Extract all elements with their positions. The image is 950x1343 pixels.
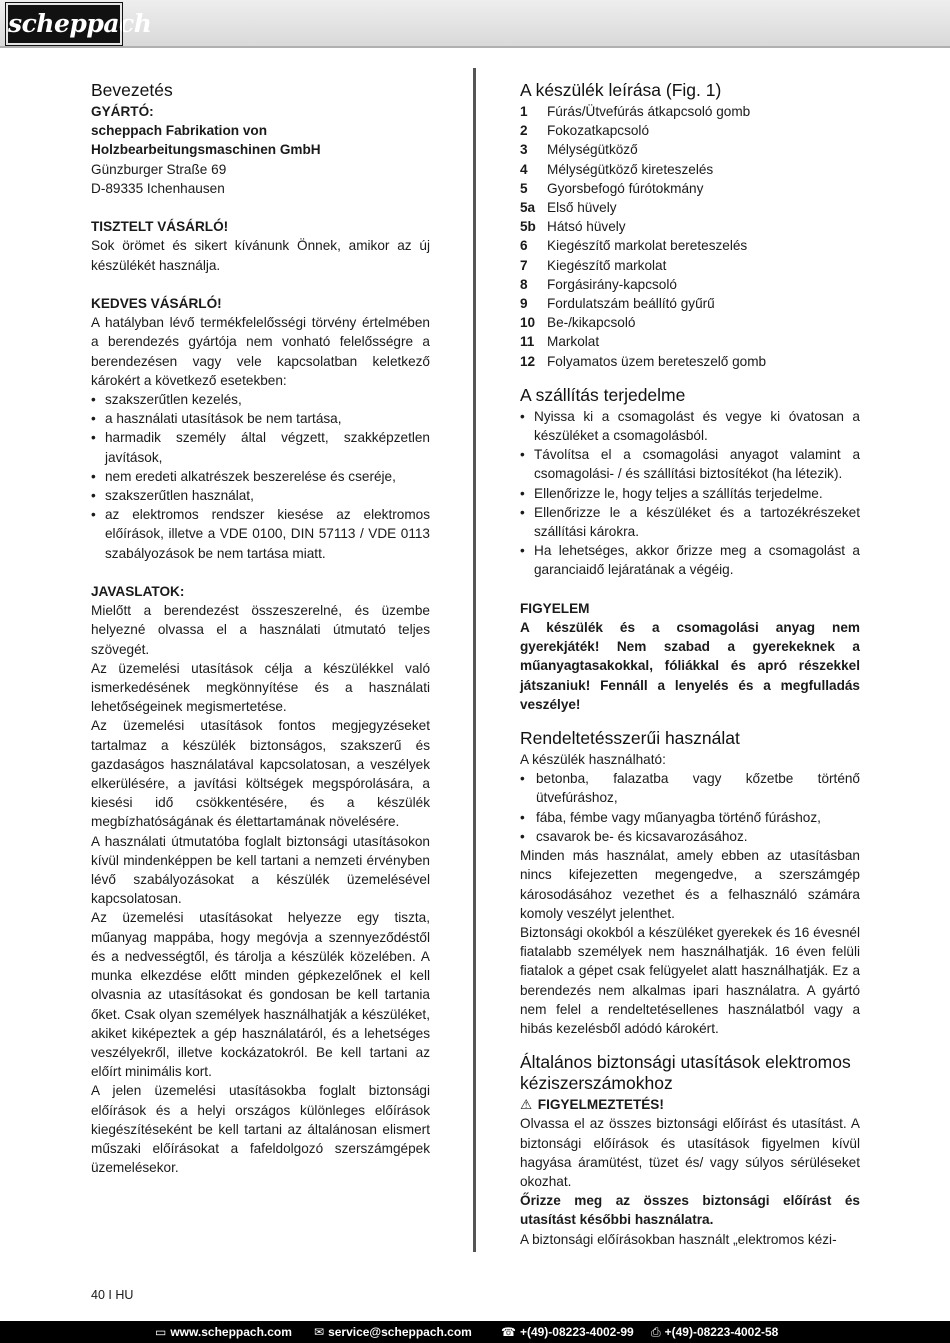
scope-title: A szállítás terjedelme xyxy=(520,384,686,405)
scope-list xyxy=(520,407,860,580)
list-item: • az elektromos rendszer kiesése az elektromos előírások, illetve a VDE 0100, DIN 57113 / VDE 0113 szabályozások be nem tartása miatt. xyxy=(91,505,430,563)
manufacturer-name-line1: scheppach Fabrikation von xyxy=(91,123,268,139)
part-number: 6 xyxy=(520,238,528,254)
parts-list xyxy=(520,102,860,371)
list-item: • Távolítsa el a csomagolási anyagot valamint a csomagolási- / és szállítási biztosítékot (ha létezik). xyxy=(520,445,860,483)
liability-list xyxy=(91,390,430,563)
left-column xyxy=(91,80,430,1177)
tips-paragraph: A használati útmutatóba foglalt biztonsági utasításokon kívül mindenképpen be kell tartani a nemzeti érvényben lévő szabályozásokat a készülék üzemelésével kapcsolatosan. xyxy=(91,833,430,907)
part-label: Mélységütköző xyxy=(547,142,638,158)
part-label: Forgásirány-kapcsoló xyxy=(547,276,677,292)
part-label: Mélységütköző kireteszelés xyxy=(547,161,714,177)
part-label: Fordulatszám beállító gyűrű xyxy=(547,296,715,312)
part-label: Gyorsbefogó fúrótokmány xyxy=(547,180,704,196)
parts-row xyxy=(520,256,860,275)
tips-title: JAVASLATOK: xyxy=(91,584,185,600)
parts-row xyxy=(520,179,860,198)
tips-paragraph: Mielőtt a berendezést összeszerelné, és üzembe helyezné olvassa el a használati útmutató teljes szövegét. xyxy=(91,603,430,657)
parts-row xyxy=(520,313,860,332)
list-item: • szakszerűtlen kezelés, xyxy=(91,390,430,409)
footer-mail-text: service@scheppach.com xyxy=(328,1325,472,1339)
list-item: • csavarok be- és kicsavarozásához. xyxy=(520,827,860,846)
intended-use-list xyxy=(520,769,860,846)
warning-line xyxy=(520,1095,860,1114)
parts-row xyxy=(520,102,860,121)
list-item: • Ellenőrizze le a készüléket és a tartozékrészeket szállítási károkra. xyxy=(520,503,860,541)
list-item: • harmadik személy által végzett, szakképzetlen javítások, xyxy=(91,428,430,466)
safety-paragraph: A biztonsági előírásokban használt „elektromos kézi- xyxy=(520,1231,837,1247)
intro-title: Bevezetés xyxy=(91,80,173,100)
header-bar xyxy=(0,0,950,48)
parts-row xyxy=(520,198,860,217)
footer-mail[interactable] xyxy=(314,1321,472,1343)
part-label: Fúrás/Ütvefúrás átkapcsoló gomb xyxy=(547,104,751,119)
part-label: Kiegészítő markolat xyxy=(547,257,667,273)
list-item: • betonba, falazatba vagy kőzetbe történő ütvefúráshoz, xyxy=(520,769,860,807)
manufacturer-name-line2: Holzbearbeitungsmaschinen GmbH xyxy=(91,142,321,158)
parts-row xyxy=(520,352,860,371)
dear-customer-text-1: Sok örömet és sikert kívánunk Önnek, amikor az új készülékét használja. xyxy=(91,238,430,273)
part-number: 4 xyxy=(520,161,528,177)
parts-row xyxy=(520,121,860,140)
tips-paragraph: Az üzemelési utasítások fontos megjegyzéseket tartalmaz a készülék biztonságos, szakszerű és gazdaságos használatával kapcsolatosan, a veszélyek elkerülésére, a javítási költségek megspórolására, a kiesési idő csökkentésére, és a készülék megbízhatóságának és élettartamának növelésére. xyxy=(91,718,430,830)
intended-use-paragraph: Minden más használat, amely ebben az utasításban nincs kifejezetten megengedve, a szerszámgép károsodásához vezethet és a felhasználó számára komoly veszélyt jelenthet. xyxy=(520,848,860,921)
tips-paragraph: A jelen üzemelési utasításokba foglalt biztonsági előírások és a helyi országos különleges előírások kiegészítéseként be kell tartani az általánosan elismert műszaki előírásokat a fafeldolgozó szerszámgépek üzemelésekor. xyxy=(91,1083,430,1176)
dear-customer-title-2: KEDVES VÁSÁRLÓ! xyxy=(91,296,222,311)
list-item: • a használati utasítások be nem tartása, xyxy=(91,409,430,428)
parts-row xyxy=(520,332,860,351)
phone-icon: ☎ xyxy=(501,1325,516,1339)
safety-title: Általános biztonsági utasítások elektromos kéziszerszámokhoz xyxy=(520,1052,851,1094)
right-column xyxy=(520,80,860,1249)
fax-icon: ⎙ xyxy=(651,1325,661,1339)
attention-title: FIGYELEM xyxy=(520,600,590,616)
list-item: • nem eredeti alkatrészek beszerelése és cseréje, xyxy=(91,467,430,486)
attention-text: A készülék és a csomagolási anyag nem gyerekjáték! Nem szabad a gyerekeknek a műanyagtasakokkal, fóliákkal és apró részekkel játszaniuk! Fennáll a lenyelés és a megfulladás veszélye! xyxy=(520,620,860,712)
intended-use-title: Rendeltetésszerűi használat xyxy=(520,728,740,749)
part-number: 8 xyxy=(520,276,528,292)
manufacturer-city: D-89335 Ichenhausen xyxy=(91,180,225,196)
part-label: Kiegészítő markolat bereteszelés xyxy=(547,238,748,254)
part-number: 11 xyxy=(520,334,535,350)
page-number: 40 I HU xyxy=(91,1288,134,1302)
intended-use-intro: A készülék használható: xyxy=(520,752,666,768)
list-item: • fába, fémbe vagy műanyagba történő fúráshoz, xyxy=(520,808,860,827)
part-label: Hátsó hüvely xyxy=(547,219,626,235)
footer-fax xyxy=(651,1321,778,1343)
safety-paragraph: Olvassa el az összes biztonsági előírást és utasítást. A biztonsági előírások és utasítások figyelmen kívül hagyása áramütést, tüzet és/ vagy súlyos sérüléseket okozhat. xyxy=(520,1116,860,1189)
tips-paragraph: Az üzemelési utasítások célja a készülékkel való ismerkedésének megkönnyítése és a használati lehetőségeinek megismertetése. xyxy=(91,660,430,715)
parts-row xyxy=(520,275,860,294)
part-label: Első hüvely xyxy=(547,200,617,216)
parts-row xyxy=(520,160,860,179)
manufacturer-street: Günzburger Straße 69 xyxy=(91,161,227,177)
part-label: Fokozatkapcsoló xyxy=(547,123,650,139)
part-label: Markolat xyxy=(547,334,600,350)
footer-web[interactable] xyxy=(155,1321,292,1343)
dear-customer-text-2: A hatályban lévő termékfelelősségi törvény értelmében a berendezés gyártója nem vonható felelősségre a berendezésen vagy vele kapcsolatban keletkező károkért a következő esetekben: xyxy=(91,315,430,388)
part-label: Be-/kikapcsoló xyxy=(547,315,636,331)
parts-row xyxy=(520,140,860,159)
part-number: 10 xyxy=(520,315,536,331)
footer-phone-text: +(49)-08223-4002-99 xyxy=(519,1325,634,1339)
list-item: • szakszerűtlen használat, xyxy=(91,486,430,505)
tips-paragraph: Az üzemelési utasításokat helyezze egy tiszta, műanyag mappába, hogy megóvja a szennyeződéstől és a nedvességtől, és tárolja a készülék közelében. A munka elkezdése előtt minden gépkezelőnek el kell olvasnia az utasításokat és gondosan be kell tartania őket. Csak olyan személyek használhatják a készüléket, akiket kiképeztek a gép használatáról, és a lehetséges veszélyekről, illetve kockázatokról. Be kell tartani az előírt minimális kort. xyxy=(91,910,430,1080)
footer-bar xyxy=(0,1321,950,1343)
mail-icon: ✉ xyxy=(314,1325,325,1339)
footer-fax-text: +(49)-08223-4002-58 xyxy=(664,1325,779,1339)
part-number: 1 xyxy=(520,104,528,119)
list-item: • Ha lehetséges, akkor őrizze meg a csomagolást a garanciaidő lejáratának a végéig. xyxy=(520,541,860,579)
column-divider xyxy=(473,68,476,1252)
part-number: 5a xyxy=(520,200,536,216)
part-number: 5 xyxy=(520,180,528,196)
warning-label: FIGYELMEZTETÉS! xyxy=(537,1097,664,1113)
computer-icon: ▭ xyxy=(155,1325,167,1339)
warning-icon: ⚠ xyxy=(520,1097,533,1113)
parts-row xyxy=(520,217,860,236)
part-number: 9 xyxy=(520,296,528,312)
part-number: 7 xyxy=(520,257,528,273)
safety-keep-instructions: Őrizze meg az összes biztonsági előírást és utasítást későbbi használatra. xyxy=(520,1193,860,1228)
part-number: 5b xyxy=(520,219,536,235)
part-number: 3 xyxy=(520,142,528,158)
parts-row xyxy=(520,294,860,313)
parts-title: A készülék leírása (Fig. 1) xyxy=(520,80,722,100)
part-label: Folyamatos üzem bereteszelő gomb xyxy=(547,353,767,369)
part-number: 2 xyxy=(520,123,528,139)
manufacturer-label: GYÁRTÓ: xyxy=(91,104,154,119)
part-number: 12 xyxy=(520,353,536,369)
list-item: • Nyissa ki a csomagolást és vegye ki óvatosan a készüléket a csomagolásból. xyxy=(520,407,860,445)
dear-customer-title-1: TISZTELT VÁSÁRLÓ! xyxy=(91,219,229,235)
footer-phone xyxy=(501,1321,634,1343)
parts-row xyxy=(520,236,860,255)
scheppach-logo: scheppach xyxy=(6,3,122,45)
footer-web-text: www.scheppach.com xyxy=(170,1325,292,1339)
intended-use-paragraph: Biztonsági okokból a készüléket gyerekek és 16 évesnél fiatalabb személyek nem használhatják. 16 éven felüli fiatalok a gépet csak felügyelet alatt használhatják. Ez a berendezés nem alkalmas ipari használatra. A gyártó nem felel a rendeltetésellenes használatból vagy a hibás kezelésből adódó károkért. xyxy=(520,924,860,1036)
list-item: • Ellenőrizze le, hogy teljes a szállítás terjedelme. xyxy=(520,484,860,503)
